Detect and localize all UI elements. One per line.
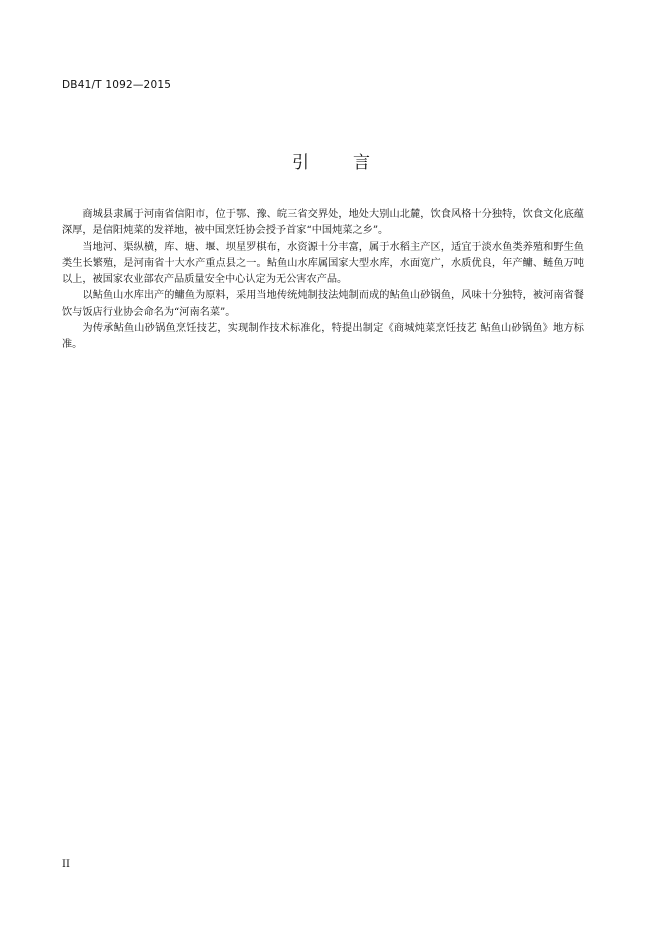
paragraph-4: 为传承鲇鱼山砂锅鱼烹饪技艺，实现制作技术标准化，特提出制定《商城炖菜烹饪技艺 鲇鱼山砂锅鱼》地方标准。 [62, 323, 584, 351]
introduction-body [62, 207, 584, 354]
paragraph-3: 以鲇鱼山水库出产的鳙鱼为原料，采用当地传统炖制技法炖制而成的鲇鱼山砂锅鱼，风味十分独特，被河南省餐饮与饭店行业协会命名为“河南名菜”。 [62, 290, 584, 318]
paragraph-2: 当地河、渠纵横，库、塘、堰、坝星罗棋布，水资源十分丰富，属于水稻主产区，适宜于淡水鱼类养殖和野生鱼类生长繁殖，是河南省十大水产重点县之一。鲇鱼山水库属国家大型水库，水面宽广，水质优良，年产鳙、鲢鱼万吨以上，被国家农业部农产品质量安全中心认定为无公害农产品。 [62, 241, 584, 286]
title-char-1: 引 [292, 153, 309, 173]
section-title [0, 148, 662, 173]
paragraph-1: 商城县隶属于河南省信阳市，位于鄂、豫、皖三省交界处，地处大别山北麓，饮食风格十分独特，饮食文化底蕴深厚，是信阳炖菜的发祥地，被中国烹饪协会授予首家“中国炖菜之乡”。 [62, 209, 584, 237]
page-number: II [62, 859, 70, 870]
title-char-2: 言 [353, 153, 370, 173]
document-code: DB41/T 1092—2015 [62, 79, 172, 91]
